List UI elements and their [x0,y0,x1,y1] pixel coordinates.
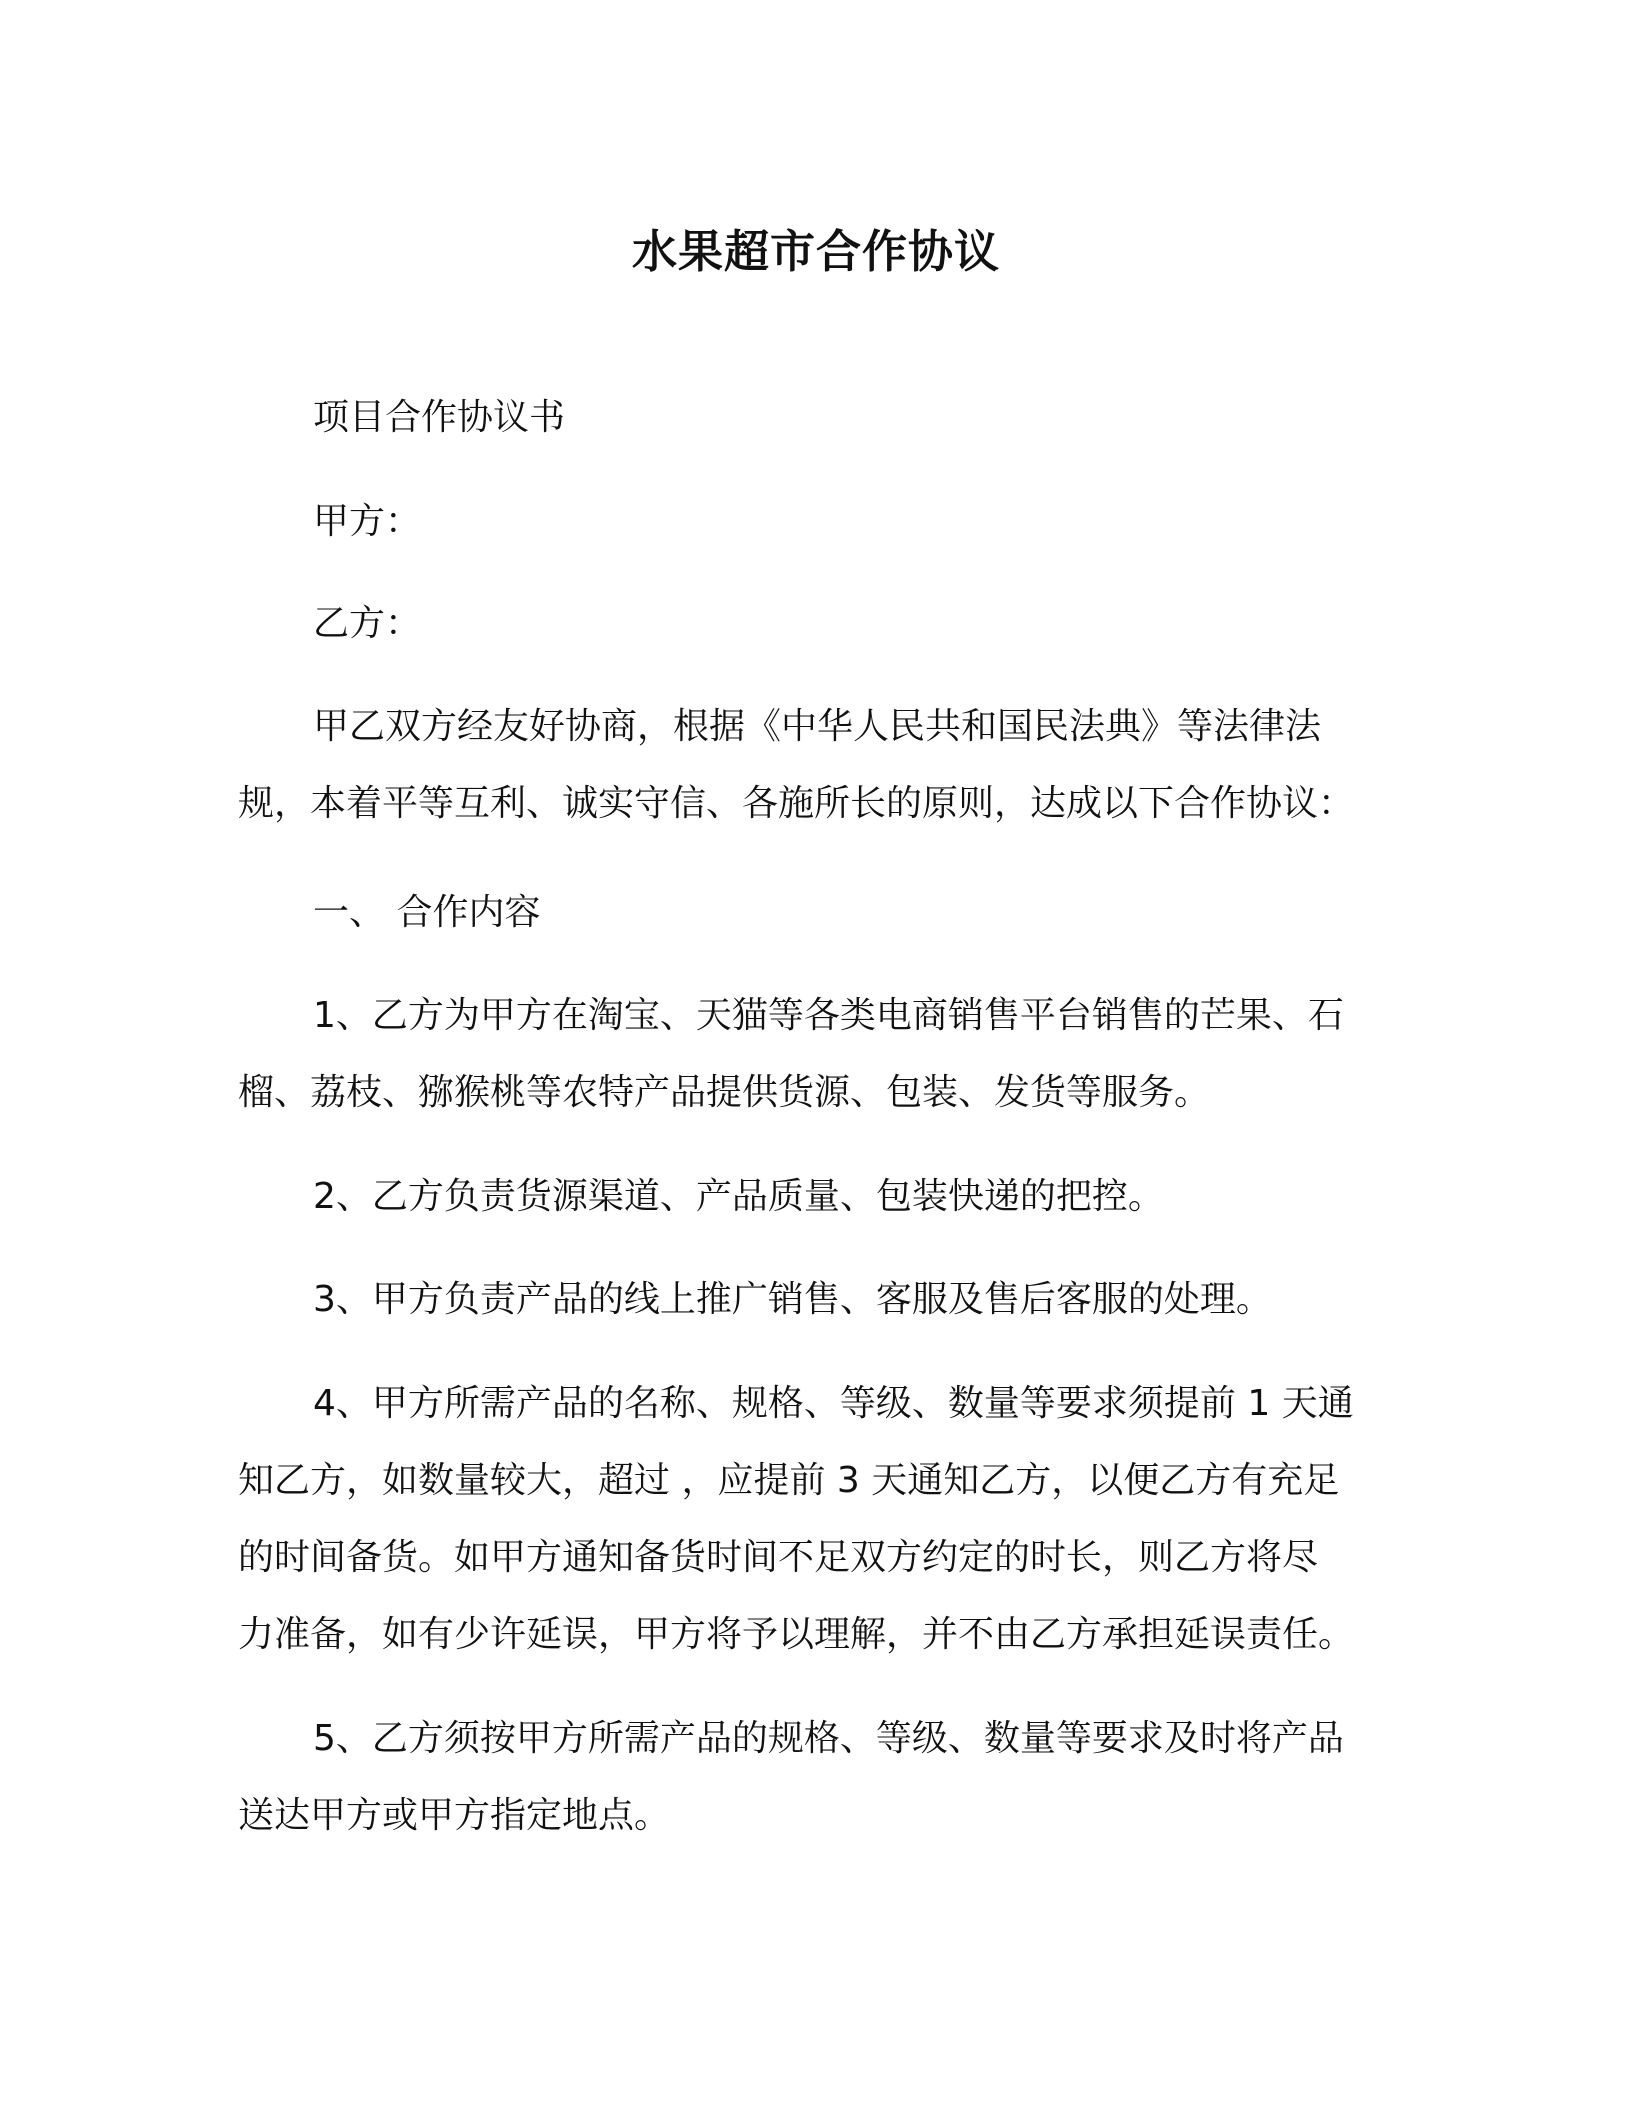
item-5-line-1: 5、乙方须按甲方所需产品的规格、等级、数量等要求及时将产品 [313,1718,1344,1759]
item-4-line-1: 4、甲方所需产品的名称、规格、等级、数量等要求须提前 1 天通 [313,1383,1354,1424]
intro-line-1: 甲乙双方经友好协商，根据《中华人民共和国民法典》等法律法 [313,706,1322,747]
item-1-line-1: 1、乙方为甲方在淘宝、天猫等各类电商销售平台销售的芒果、石 [313,995,1344,1036]
section-1-heading: 一、 合作内容 [313,892,541,933]
item-4-line-4: 力准备，如有少许延误，甲方将予以理解，并不由乙方承担延误责任。 [238,1614,1355,1655]
item-4-line-2: 知乙方，如数量较大，超过 ，应提前 3 天通知乙方，以便乙方有充足 [238,1460,1340,1501]
item-1-line-2: 榴、荔枝、猕猴桃等农特产品提供货源、包装、发货等服务。 [238,1072,1211,1113]
item-4-line-3: 的时间备货。如甲方通知备货时间不足双方约定的时长，则乙方将尽 [238,1537,1319,1578]
document-subtitle: 项目合作协议书 [313,397,566,438]
item-5-line-2: 送达甲方或甲方指定地点。 [238,1795,671,1836]
intro-line-2: 规，本着平等互利、诚实守信、各施所长的原则，达成以下合作协议： [238,783,1355,824]
document-title: 水果超市合作协议 [631,225,1000,278]
item-2: 2、乙方负责货源渠道、产品质量、包装快递的把控。 [313,1176,1164,1217]
party-b-label: 乙方： [313,603,422,644]
party-a-label: 甲方： [313,501,422,542]
item-3: 3、甲方负责产品的线上推广销售、客服及售后客服的处理。 [313,1279,1272,1320]
